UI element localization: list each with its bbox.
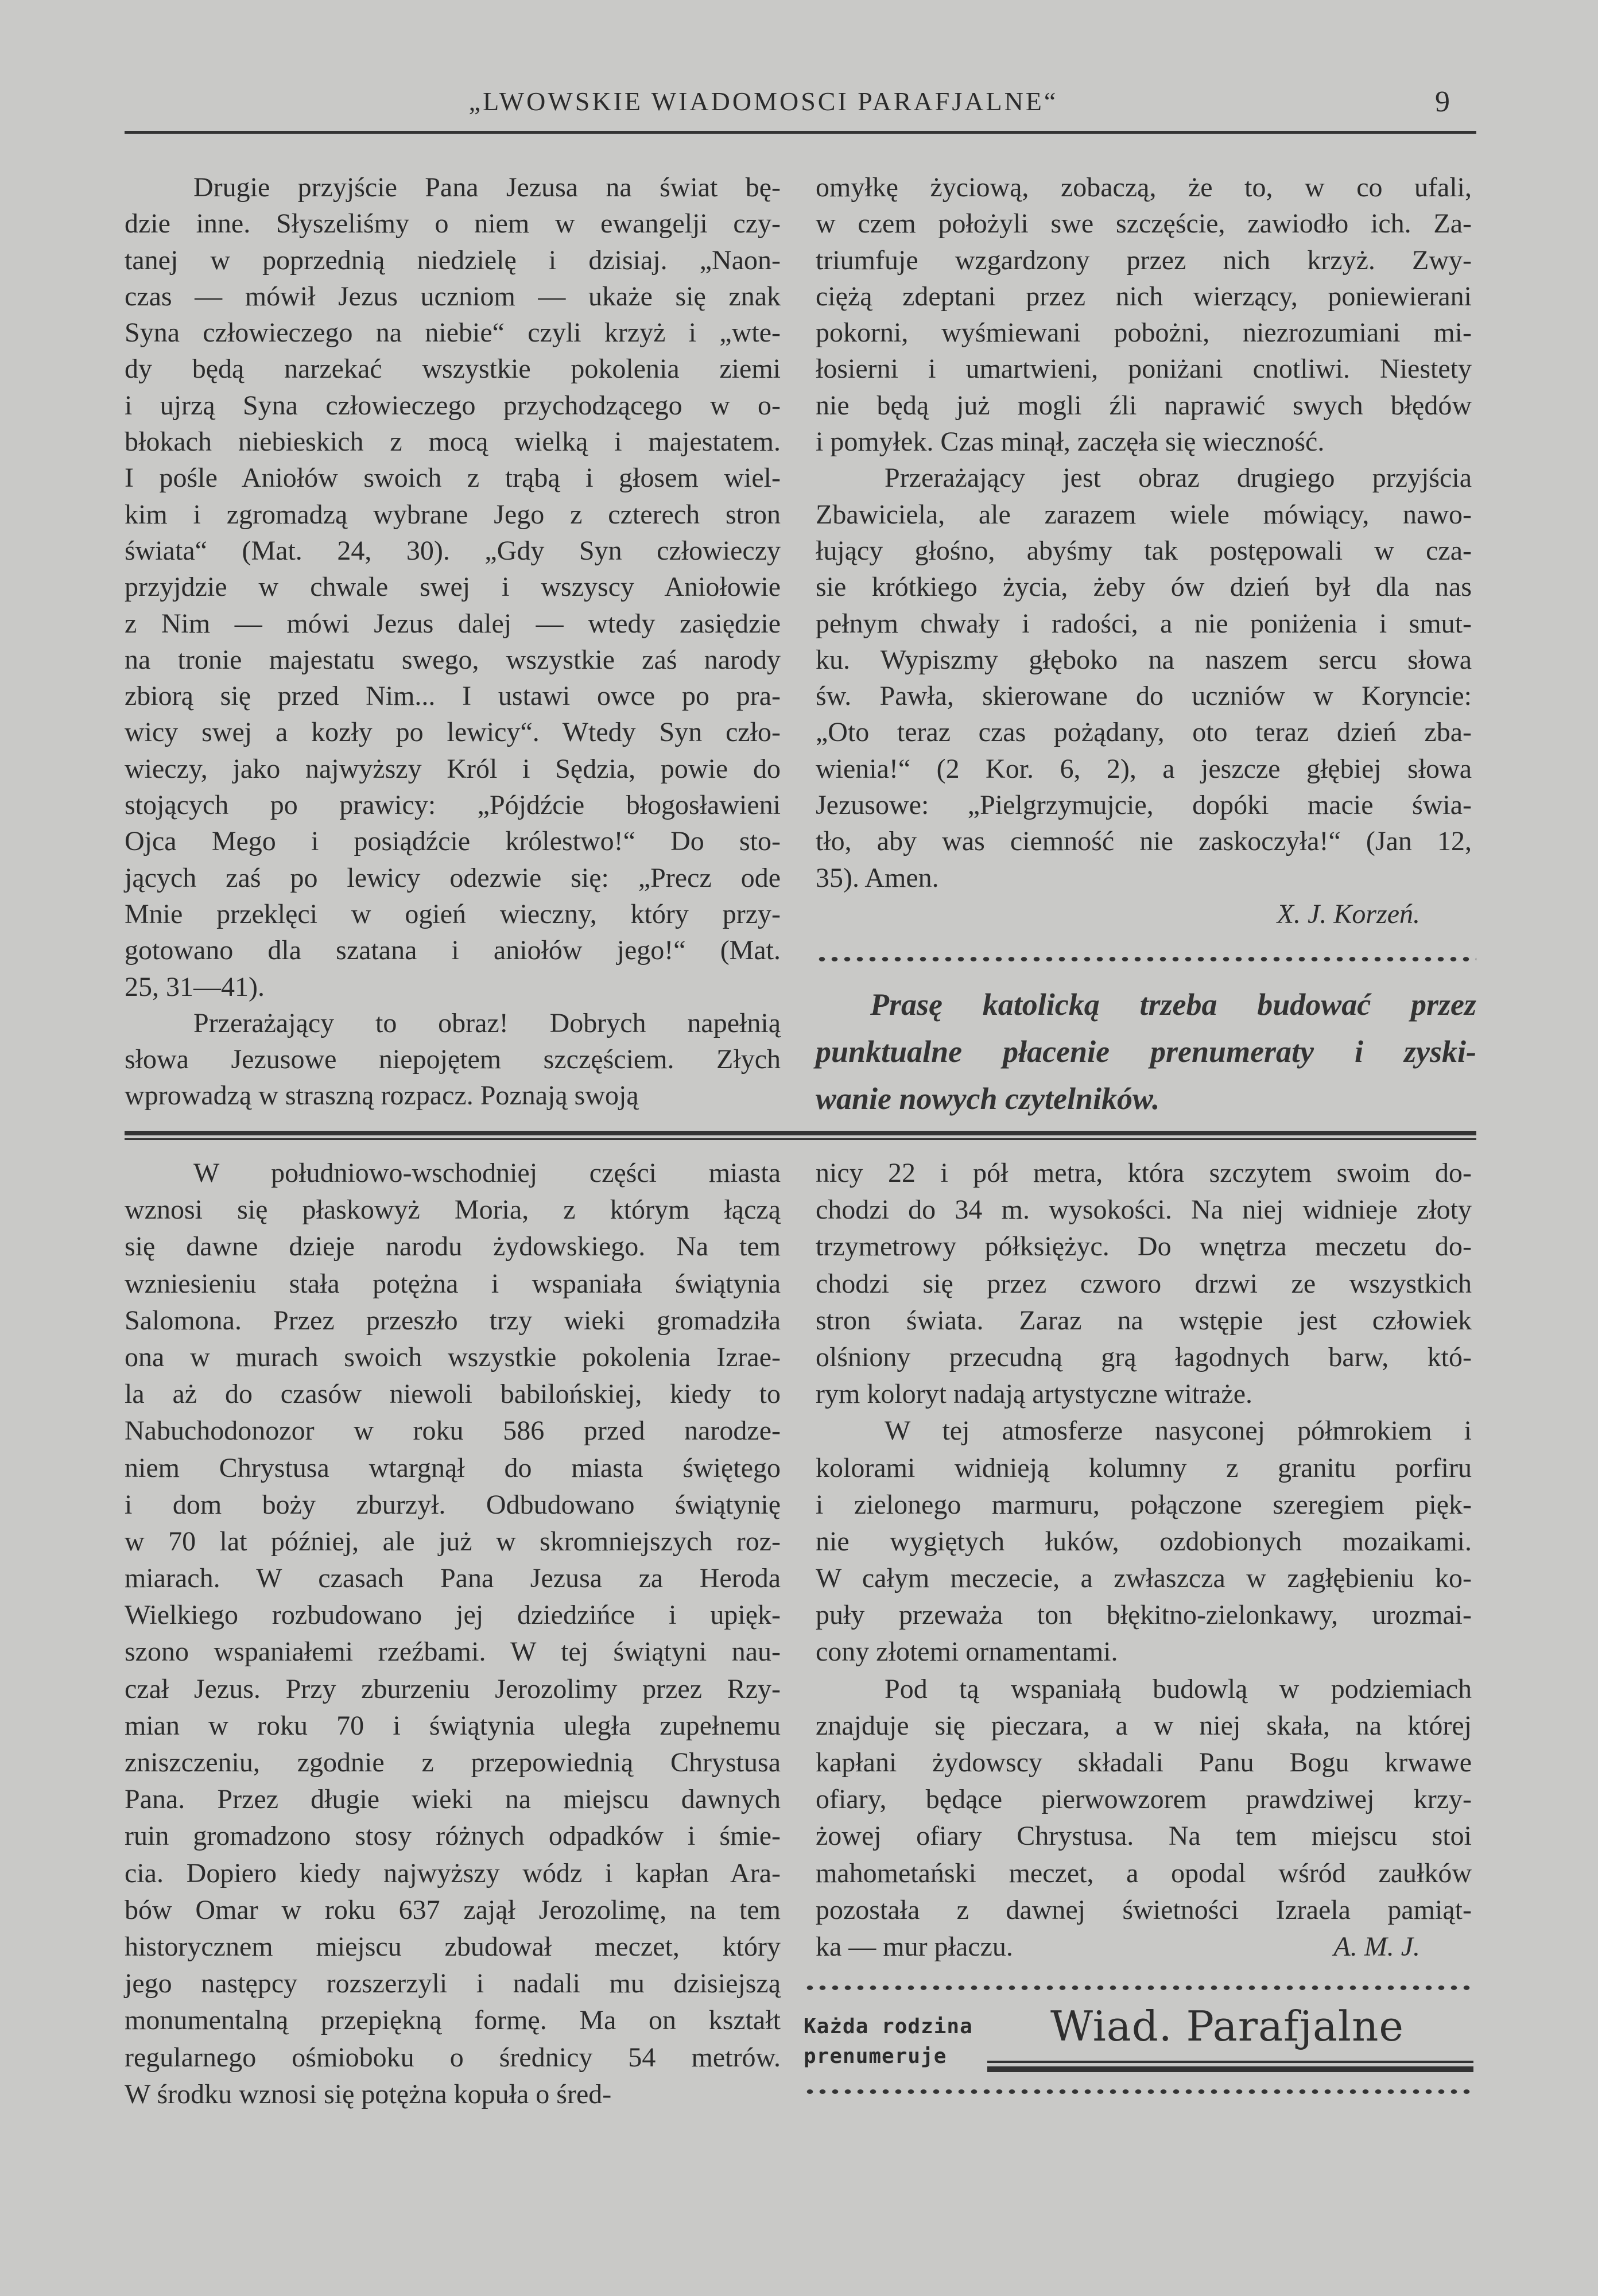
- text-line: dzie inne. Słyszeliśmy o niem w ewangelji czy-: [125, 208, 781, 239]
- text-line: mahometański meczet, a opodal wśród zaułków: [816, 1857, 1472, 1888]
- text-line: ruin gromadzono stosy różnych odpadków i śmie-: [125, 1821, 781, 1852]
- text-line: niem Chrystusa wtargnął do miasta świętego: [125, 1452, 781, 1483]
- text-line: Pana. Przez długie wieki na miejscu dawnych: [125, 1784, 781, 1815]
- text-line: św. Pawła, skierowane do uczniów w Koryncie:: [816, 681, 1472, 712]
- text-line: wprowadzą w straszną rozpacz. Poznają swoją: [125, 1080, 639, 1111]
- text-line: szono wspaniałemi rzeźbami. W tej świątyni nau-: [125, 1636, 781, 1667]
- text-line: W całym meczecie, a zwłaszcza w zagłębieniu ko-: [816, 1563, 1472, 1594]
- text-line: ku. Wypiszmy głęboko na naszem sercu słowa: [816, 644, 1472, 675]
- text-line: wicy swej a kozły po lewicy“. Wtedy Syn czło-: [125, 717, 781, 748]
- text-line: stojących po prawicy: „Pójdźcie błogosławieni: [125, 790, 781, 821]
- text-line: W środku wznosi się potężna kopuła o śred-: [125, 2078, 612, 2109]
- text-line: w czem położyli swe szczęście, zawiodło ich. Za-: [816, 208, 1472, 239]
- text-line: Jezusowe: „Pielgrzymujcie, dopóki macie świa-: [816, 790, 1472, 821]
- article1-left-column: [125, 169, 781, 1114]
- section-rule: [125, 1131, 1476, 1135]
- text-line: wienia!“ (2 Kor. 6, 2), a jeszcze głębiej słowa: [816, 753, 1472, 784]
- closing-line-row: [816, 1929, 1472, 1965]
- text-line: nie będą już mogli źli naprawić swych błędów: [816, 390, 1472, 421]
- text-line: Drugie przyjście Pana Jezusa na świat bę-: [193, 172, 781, 203]
- text-line: bów Omar w roku 637 zajął Jerozolimę, na tem: [125, 1894, 781, 1925]
- text-line: sie krótkiego życia, żeby ów dzień był dla nas: [816, 572, 1472, 603]
- text-line: z Nim — mówi Jezus dalej — wtedy zasiędzie: [125, 608, 781, 639]
- article2-right-column: [816, 1155, 1472, 1965]
- text-line: W tej atmosferze nasyconej półmrokiem i: [885, 1415, 1472, 1446]
- text-line: pozostała z dawnej świetności Izraela pamiąt-: [816, 1894, 1472, 1925]
- article1-right-column: [816, 169, 1472, 932]
- text-line: Salomona. Przez przeszło trzy wieki gromadziła: [125, 1305, 781, 1336]
- text-line: Przerażający jest obraz drugiego przyjścia: [885, 463, 1472, 494]
- text-line: zniszczeniu, zgodnie z przepowiednią Chrystusa: [125, 1747, 781, 1778]
- text-line: i dom boży zburzył. Odbudowano świątynię: [125, 1489, 781, 1520]
- text-line: Nabuchodonozor w roku 586 przed narodze-: [125, 1415, 781, 1446]
- text-line: chodzi się przez czworo drzwi ze wszystkich: [816, 1268, 1472, 1299]
- text-line: I pośle Aniołów swoich z trąbą i głosem wiel-: [125, 463, 781, 494]
- ad-line2: prenumeruje: [804, 2045, 947, 2068]
- text-line: żowej ofiary Chrystusa. Na tem miejscu stoi: [816, 1821, 1472, 1852]
- ad-underline: [987, 2061, 1473, 2063]
- text-line: się dawne dzieje narodu żydowskiego. Na tem: [125, 1231, 781, 1262]
- text-line: historycznem miejscu zbudował meczet, który: [125, 1931, 781, 1962]
- running-header: „LWOWSKIE WIADOMOSCI PARAFJALNE“: [468, 87, 1058, 116]
- text-line: jego następcy rozszerzyli i nadali mu dzisiejszą: [125, 1968, 781, 1999]
- text-line: ciężą zdeptani przez nich wierzący, poniewierani: [816, 281, 1472, 312]
- text-line: olśniony przecudną grą łagodnych barw, któ-: [816, 1341, 1472, 1372]
- ad-line1: Każda rodzina: [804, 2015, 973, 2038]
- article2-left-column: [125, 1155, 781, 2113]
- author-signature: A. M. J.: [1333, 1931, 1420, 1962]
- text-line: tło, aby was ciemność nie zaskoczyła!“ (Jan 12,: [816, 826, 1472, 857]
- ad-title: Wiad. Parafjalne: [1050, 2002, 1404, 2050]
- header-rule: [125, 131, 1476, 134]
- text-line: trzymetrowy półksiężyc. Do wnętrza meczetu do-: [816, 1231, 1472, 1262]
- text-line: wzniesieniu stała potężna i wspaniała świątynia: [125, 1268, 781, 1299]
- text-line: wieczy, jako najwyższy Król i Sędzia, powie do: [125, 753, 781, 784]
- ornament-divider: [804, 1983, 1475, 1992]
- text-line: Mnie przeklęci w ogień wieczny, który przy-: [125, 898, 781, 929]
- text-line: czał Jezus. Przy zburzeniu Jerozolimy przez Rzy-: [125, 1673, 781, 1704]
- text-line: stron świata. Zaraz na wstępie jest człowiek: [816, 1305, 1472, 1336]
- text-line: kapłani żydowscy składali Panu Bogu krwawe: [816, 1747, 1472, 1778]
- text-line: na tronie majestatu swego, wszystkie zaś narody: [125, 644, 781, 675]
- ornament-divider: [804, 2087, 1475, 2096]
- text-line: świata“ (Mat. 24, 30). „Gdy Syn człowieczy: [125, 535, 781, 566]
- text-line: w 70 lat później, ale już w skromniejszych roz-: [125, 1526, 781, 1557]
- text-line: przyjdzie w chwale swej i wszyscy Aniołowie: [125, 572, 781, 603]
- subscription-notice: [816, 981, 1476, 1122]
- text-line: czas — mówił Jezus uczniom — ukaże się znak: [125, 281, 781, 312]
- text-line: i pomyłek. Czas minął, zaczęła się wieczność.: [816, 426, 1325, 457]
- text-line: kim i zgromadzą wybrane Jego z czterech stron: [125, 499, 781, 530]
- text-line: błokach niebieskich z mocą wielką i majestatem.: [125, 426, 781, 457]
- text-line: ona w murach swoich wszystkie pokolenia Izrae-: [125, 1341, 781, 1372]
- text-line: „Oto teraz czas pożądany, oto teraz dzień zba-: [816, 717, 1472, 748]
- text-line: pokorni, wyśmiewani pobożni, niezrozumiani mi-: [816, 317, 1472, 348]
- section-rule-thin: [125, 1138, 1476, 1140]
- ornament-divider: [816, 955, 1476, 964]
- text-line: kolorami widnieją kolumny z granitu porfiru: [816, 1452, 1472, 1483]
- text-line: łujący głośno, abyśmy tak postępowali w cza-: [816, 535, 1472, 566]
- text-line: puły przeważa ton błękitno-zielonkawy, urozmai-: [816, 1600, 1472, 1631]
- text-line: regularnego ośmioboku o średnicy 54 metrów.: [125, 2042, 781, 2073]
- notice-line: punktualne płacenie prenumeraty i zyski-: [816, 1034, 1476, 1069]
- text-line: gotowano dla szatana i aniołów jego!“ (Mat.: [125, 935, 781, 966]
- text-line: i zielonego marmuru, połączone szeregiem pięk-: [816, 1489, 1472, 1520]
- text-line: Przerażający to obraz! Dobrych napełnią: [193, 1007, 781, 1038]
- page-number: 9: [1435, 86, 1450, 118]
- text-line: zbiorą się przed Nim... I ustawi owce po pra-: [125, 681, 781, 712]
- text-line: W południowo-wschodniej części miasta: [193, 1158, 781, 1188]
- text-line: i ujrzą Syna człowieczego przychodzącego w o-: [125, 390, 781, 421]
- author-signature: X. J. Korzeń.: [1277, 898, 1420, 929]
- text-line: nicy 22 i pół metra, która szczytem swoim do-: [816, 1158, 1472, 1188]
- text-line: la aż do czasów niewoli babilońskiej, kiedy to: [125, 1379, 781, 1410]
- text-line: Zbawiciela, ale zarazem wiele mówiący, nawo-: [816, 499, 1472, 530]
- text-line: słowa Jezusowe niepojętem szczęściem. Złych: [125, 1044, 781, 1075]
- text-line: Syna człowieczego na niebie“ czyli krzyż i „wte-: [125, 317, 781, 348]
- ad-tagline: [804, 2012, 973, 2072]
- text-line: dy będą narzekać wszystkie pokolenia ziemi: [125, 354, 781, 385]
- text-line: nie wygiętych łuków, ozdobionych mozaikami.: [816, 1526, 1472, 1557]
- text-line: jących zaś po lewicy odezwie się: „Precz ode: [125, 862, 781, 893]
- text-line: mian w roku 70 i świątynia uległa zupełnemu: [125, 1710, 781, 1741]
- text-line: Pod tą wspaniałą budowlą w podziemiach: [885, 1673, 1472, 1704]
- text-line: wznosi się płaskowyż Moria, z którym łączą: [125, 1194, 781, 1225]
- text-line: ka — mur płaczu.: [816, 1931, 1013, 1962]
- text-line: rym koloryt nadają artystyczne witraże.: [816, 1379, 1253, 1410]
- text-line: pełnym chwały i radości, a nie poniżenia i smut-: [816, 608, 1472, 639]
- text-line: Ojca Mego i posiądźcie królestwo!“ Do sto-: [125, 826, 781, 857]
- ad-underline-thick: [987, 2066, 1473, 2072]
- text-line: omyłkę życiową, zobaczą, że to, w co ufali,: [816, 172, 1472, 203]
- text-line: monumentalną przepiękną formę. Ma on kształt: [125, 2005, 781, 2036]
- text-line: cia. Dopiero kiedy najwyższy wódz i kapłan Ara-: [125, 1857, 781, 1888]
- notice-line: wanie nowych czytelników.: [816, 1081, 1160, 1116]
- text-line: znajduje się pieczara, a w niej skała, na której: [816, 1710, 1472, 1741]
- text-line: ofiary, będące pierwowzorem prawdziwej krzy-: [816, 1784, 1472, 1815]
- text-line: Wielkiego rozbudowano jej dziedzińce i upięk-: [125, 1600, 781, 1631]
- text-line: chodzi do 34 m. wysokości. Na niej widnieje złoty: [816, 1194, 1472, 1225]
- text-line: łosierni i umartwieni, poniżani cnotliwi. Niestety: [816, 354, 1472, 385]
- text-line: tanej w poprzednią niedzielę i dzisiaj. „Naon-: [125, 245, 781, 276]
- text-line: cony złotemi ornamentami.: [816, 1636, 1118, 1667]
- text-line: 35). Amen.: [816, 862, 939, 893]
- notice-line: Prasę katolicką trzeba budować przez: [870, 987, 1476, 1022]
- text-line: triumfuje wzgardzony przez nich krzyż. Zwy-: [816, 245, 1472, 276]
- text-line: miarach. W czasach Pana Jezusa za Heroda: [125, 1563, 781, 1594]
- text-line: 25, 31—41).: [125, 971, 265, 1002]
